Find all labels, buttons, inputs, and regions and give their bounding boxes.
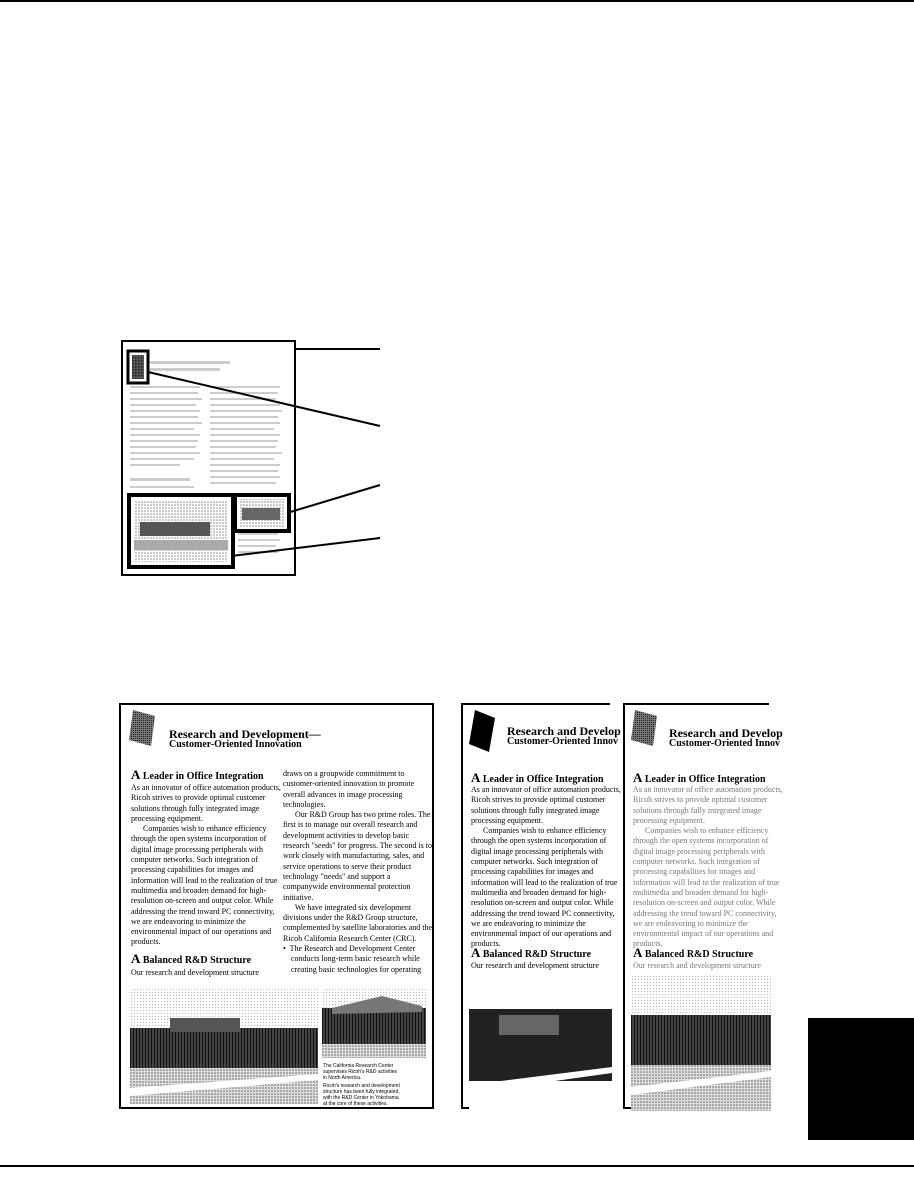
text-line: processing capabilities for images and — [471, 867, 594, 877]
page-subtitle: Customer-Oriented Innovation — [169, 739, 302, 750]
thumb2-photo — [469, 975, 612, 1111]
text-line: Companies wish to enhance efficiency — [471, 826, 607, 836]
text-line: solutions through fully integrated image — [131, 803, 260, 813]
text-line: As an innovator of office automation products, — [471, 785, 621, 794]
text-line: we are endeavoring to minimize the — [633, 918, 748, 928]
text-line: multimedia and broaden demand for high- — [471, 887, 607, 897]
bottom-rule — [0, 1165, 914, 1167]
col1-text — [131, 783, 281, 948]
text-line: initiative. — [283, 892, 314, 902]
heading-balanced: A Balanced R&D Structure — [131, 951, 252, 966]
text-line: products. — [633, 939, 663, 949]
thumb3-photo — [631, 975, 771, 1111]
text-line: products. — [131, 937, 161, 947]
page-title: Research and Development— — [169, 727, 321, 741]
text-line: through the open systems incorporation of — [131, 834, 267, 844]
text-line: customer-oriented innovation to promote — [283, 779, 415, 789]
thumb2-col1 — [471, 785, 621, 950]
side-tab — [808, 1018, 914, 1140]
photo-crc — [322, 988, 426, 1058]
top-rule — [0, 0, 914, 2]
text-line: overall advances in image processing — [283, 789, 403, 799]
text-line: As an innovator of office automation products, — [131, 783, 281, 792]
text-line: information will lead to the realization of true — [633, 877, 780, 887]
thumb3-title: Research and Develop — [669, 726, 783, 740]
text-line: digital image processing peripherals with — [471, 846, 603, 856]
schematic-page — [122, 341, 295, 575]
caption-crc: The California Research Center supervises Ricoh's R&D activities in North America. — [323, 1063, 398, 1081]
text-line: products. — [471, 939, 501, 949]
photo-rd-center — [130, 988, 318, 1104]
thumb3-col1 — [633, 785, 783, 950]
text-line: addressing the trend toward PC connectivity, — [131, 906, 275, 916]
text-line: companywide environmental protection — [283, 882, 411, 892]
ricoh-logo-icon — [129, 710, 155, 746]
thumb2-heading-leader: A Leader in Office Integration — [471, 770, 604, 785]
col1-after: Our research and development structure — [131, 968, 259, 977]
text-line: first is to manage our overall research and — [283, 820, 418, 830]
col2-text — [283, 769, 432, 975]
thumb3-heading-balanced: A Balanced R&D Structure — [633, 945, 754, 960]
text-line: As an innovator of office automation products, — [633, 785, 783, 794]
logo-faded-icon — [631, 710, 657, 746]
text-line: multimedia and broaden demand for high- — [633, 887, 769, 897]
text-line: research "seeds" for progress. The second is to — [283, 841, 433, 851]
text-line: Ricoh strives to provide optimal customer — [633, 795, 768, 805]
text-line: through the open systems incorporation of — [633, 836, 769, 846]
text-line: complemented by satellite laboratories and the — [283, 923, 433, 933]
text-line: addressing the trend toward PC connectivity, — [633, 908, 777, 918]
text-line: divisions under the R&D Group structure, — [283, 913, 418, 923]
text-line: draws on a groupwide commitment to — [283, 769, 405, 778]
text-line: service operations to serve their product — [283, 861, 412, 871]
text-line: environmental impact of our operations and — [131, 927, 272, 937]
text-line: Ricoh strives to provide optimal customer — [471, 795, 606, 805]
text-line: we are endeavoring to minimize the — [471, 918, 586, 928]
schematic-logo-box — [128, 351, 148, 383]
text-line: Ricoh California Research Center (CRC). — [283, 933, 417, 943]
text-line: development activities to develop basic — [283, 830, 410, 840]
text-line: processing capabilities for images and — [633, 867, 756, 877]
text-line: processing equipment. — [633, 815, 705, 825]
leader-lines — [148, 349, 380, 556]
schematic-photo-large — [129, 495, 233, 567]
thumb3-col1-after: Our research and development structure — [633, 961, 761, 970]
text-line: computer networks. Such integration of — [471, 857, 598, 867]
text-line: digital image processing peripherals with — [131, 844, 263, 854]
text-line: Our R&D Group has two prime roles. The — [283, 810, 431, 820]
thumb2-title: Research and Develop — [507, 724, 621, 738]
page-preview-faded — [623, 703, 783, 1109]
schematic-photo-small — [235, 495, 289, 531]
text-line: creating basic technologies for operating — [283, 964, 422, 974]
caption-rd: Ricoh's research and development structure has been fully integrated, with the R&D Center in Yokohama at the core of these activities. — [323, 1083, 400, 1107]
thumb2-heading-balanced: A Balanced R&D Structure — [471, 945, 592, 960]
logo-solid-icon — [469, 710, 495, 746]
text-line: information will lead to the realization of true — [471, 877, 618, 887]
schematic-text — [130, 361, 282, 553]
thumb2-subtitle: Customer-Oriented Innov — [507, 736, 619, 747]
text-line: addressing the trend toward PC connectivity, — [471, 908, 615, 918]
text-line: work closely with manufacturing, sales, and — [283, 851, 425, 861]
text-line: Ricoh strives to provide optimal customer — [131, 793, 266, 803]
text-line: Companies wish to enhance efficiency — [633, 826, 769, 836]
text-line: processing equipment. — [471, 815, 543, 825]
text-line: computer networks. Such integration of — [131, 855, 258, 865]
text-line: through the open systems incorporation of — [471, 836, 607, 846]
text-line: conducts long-term basic research while — [283, 954, 420, 964]
text-line: technologies. — [283, 799, 326, 809]
text-line: Companies wish to enhance efficiency — [131, 824, 267, 834]
text-line: technology "needs" and support a — [283, 871, 391, 881]
text-line: environmental impact of our operations and — [471, 929, 612, 939]
page-preview-contrast — [461, 703, 621, 1109]
page-preview-original — [119, 703, 434, 1109]
thumb2-col1-after: Our research and development structure — [471, 961, 599, 970]
text-line: processing equipment. — [131, 813, 203, 823]
text-line: resolution on-screen and output color. While — [471, 898, 614, 908]
thumb3-subtitle: Customer-Oriented Innov — [669, 738, 781, 749]
text-line: solutions through fully integrated image — [471, 805, 600, 815]
heading-leader: A Leader in Office Integration — [131, 767, 264, 782]
text-line: processing capabilities for images and — [131, 865, 254, 875]
text-line: information will lead to the realization of true — [131, 875, 278, 885]
text-line: resolution on-screen and output color. While — [131, 896, 274, 906]
text-line: computer networks. Such integration of — [633, 857, 760, 867]
text-line: environmental impact of our operations and — [633, 929, 774, 939]
text-line: solutions through fully integrated image — [633, 805, 762, 815]
text-line: resolution on-screen and output color. While — [633, 898, 776, 908]
text-line: • The Research and Development Center — [283, 944, 416, 954]
text-line: multimedia and broaden demand for high- — [131, 885, 267, 895]
text-line: We have integrated six development — [283, 902, 412, 912]
text-line: we are endeavoring to minimize the — [131, 916, 246, 926]
thumb3-heading-leader: A Leader in Office Integration — [633, 770, 766, 785]
text-line: digital image processing peripherals with — [633, 846, 765, 856]
